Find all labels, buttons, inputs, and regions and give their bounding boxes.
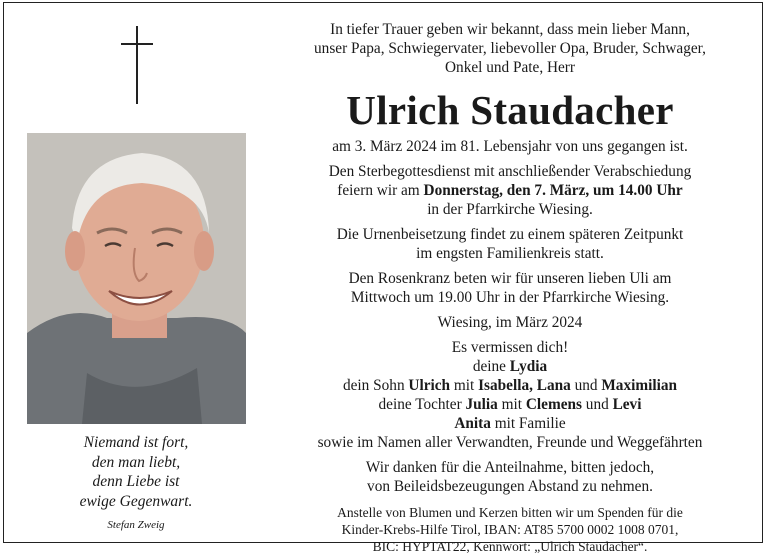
intro-line: Onkel und Pate, Herr xyxy=(445,59,575,76)
thanks-line: von Beileidsbezeugungen Abstand zu nehmen. xyxy=(367,478,653,495)
quote-line: denn Liebe ist xyxy=(92,473,180,490)
quote-line: ewige Gegenwart. xyxy=(79,492,193,510)
family-daughter: deine Tochter Julia mit Clemens und Levi xyxy=(378,396,642,413)
death-line: am 3. März 2024 im 81. Lebensjahr von uns gegangen ist. xyxy=(332,138,688,155)
service-line: Den Sterbegottesdienst mit anschließender Verabschiedung xyxy=(328,163,692,180)
quote-block xyxy=(20,433,252,532)
rosary-line: Mittwoch um 19.00 Uhr in der Pfarrkirche Wiesing. xyxy=(350,289,670,306)
deceased-name: Ulrich Staudacher xyxy=(346,87,674,133)
service-line: in der Pfarrkirche Wiesing. xyxy=(427,201,593,218)
urn-line: Die Urnenbeisetzung findet zu einem späteren Zeitpunkt xyxy=(336,226,684,243)
quote-author: Stefan Zweig xyxy=(107,519,165,531)
rosary-line: Den Rosenkranz beten wir für unseren lieben Uli am xyxy=(348,270,672,287)
donation-line: Kinder-Krebs-Hilfe Tirol, IBAN: AT85 5700 0002 1008 0701, xyxy=(341,522,679,537)
service-line: feiern wir am Donnerstag, den 7. März, um 14.00 Uhr xyxy=(337,182,683,199)
thanks-line: Wir danken für die Anteilnahme, bitten jedoch, xyxy=(365,459,655,476)
intro-line: In tiefer Trauer geben wir bekannt, dass mein lieber Mann, xyxy=(330,21,690,38)
family-wife: deine Lydia xyxy=(472,358,548,375)
miss-line: Es vermissen dich! xyxy=(451,339,569,356)
donation-line: Anstelle von Blumen und Kerzen bitten wir um Spenden für die xyxy=(337,505,683,520)
urn-line: im engsten Familienkreis statt. xyxy=(416,245,604,262)
quote-line: den man liebt, xyxy=(91,453,181,471)
quote-line: Niemand ist fort, xyxy=(83,434,189,451)
place-date: Wiesing, im März 2024 xyxy=(437,314,583,331)
portrait-photo xyxy=(27,133,246,424)
cross-icon xyxy=(121,26,153,104)
obituary-text xyxy=(270,20,750,555)
family-others: sowie im Namen aller Verwandten, Freunde und Weggefährten xyxy=(317,434,703,451)
family-son: dein Sohn Ulrich mit Isabella, Lana und Maximilian xyxy=(342,377,677,394)
donation-line: BIC: HYPTAT22, Kennwort: „Ulrich Staudacher“. xyxy=(372,539,648,554)
family-anita: Anita mit Familie xyxy=(454,415,566,432)
intro-line: unser Papa, Schwiegervater, liebevoller Opa, Bruder, Schwager, xyxy=(314,40,706,57)
